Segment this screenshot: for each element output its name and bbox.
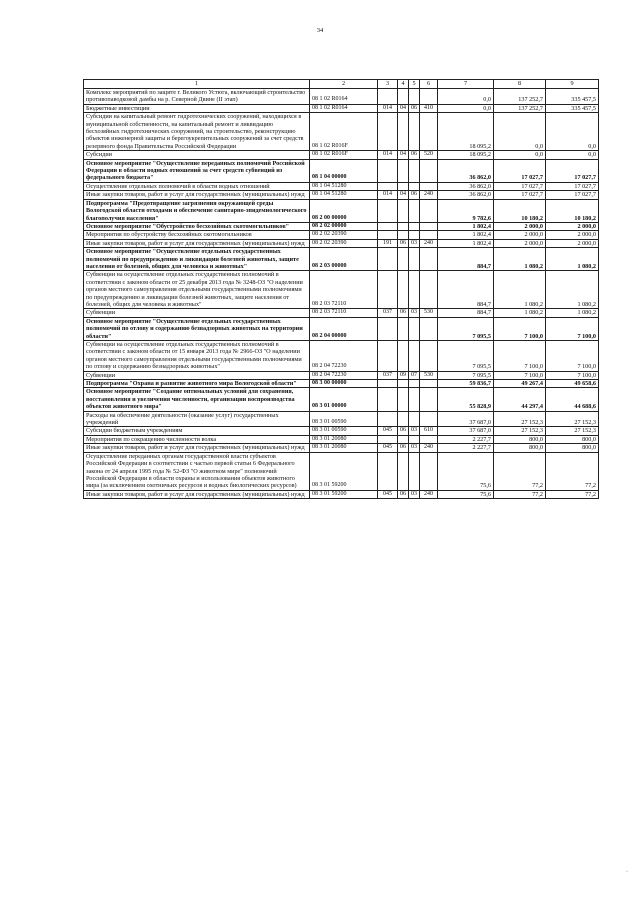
row-section: 04 [398,191,409,199]
table-row [84,199,599,222]
row-subsection [409,222,420,230]
edge-mark: · [626,869,628,875]
row-amount-col7: 37 687,0 [438,411,494,427]
row-subsection: 06 [409,191,420,199]
row-amount-col9: 49 658,6 [546,380,599,388]
row-code: 08 2 04 72230 [310,371,378,379]
table-row [84,113,599,151]
row-amount-col8: 44 297,4 [494,388,546,411]
table-header-row [84,80,599,89]
row-amount-col7: 75,6 [438,490,494,498]
row-amount-col9: 17 027,7 [546,159,599,182]
table-row [84,182,599,190]
row-amount-col7: 2 227,7 [438,435,494,443]
row-amount-col8: 1 080,2 [494,309,546,317]
table-row [84,191,599,199]
row-expense-type [420,113,438,151]
row-amount-col7: 18 095,2 [438,113,494,151]
row-code: 08 1 02 R0164 [310,89,378,105]
row-subsection: 07 [409,371,420,379]
row-expense-type: 240 [420,490,438,498]
row-amount-col7: 36 862,0 [438,182,494,190]
table-row [84,444,599,452]
table-row [84,380,599,388]
row-name: Субвенции [84,371,310,379]
row-section [398,182,409,190]
row-section [398,317,409,340]
row-amount-col8: 137 252,7 [494,104,546,112]
row-amount-col8: 0,0 [494,151,546,159]
row-name: Иные закупки товаров, работ и услуг для государственных (муниципальных) нужд [84,239,310,247]
row-grbs: 014 [378,104,398,112]
header-col-9: 9 [546,80,599,89]
row-subsection: 06 [409,104,420,112]
row-section [398,89,409,105]
row-grbs [378,89,398,105]
row-amount-col9: 7 100,0 [546,371,599,379]
row-expense-type [420,380,438,388]
row-amount-col9: 0,0 [546,113,599,151]
row-amount-col9: 2 000,0 [546,222,599,230]
row-amount-col8: 27 152,3 [494,427,546,435]
row-grbs [378,388,398,411]
row-code: 08 3 00 00000 [310,380,378,388]
row-expense-type [420,89,438,105]
table-row [84,388,599,411]
row-code: 08 2 02 20390 [310,239,378,247]
row-grbs [378,271,398,309]
row-amount-col9: 7 100,0 [546,317,599,340]
row-grbs: 045 [378,427,398,435]
row-expense-type: 520 [420,151,438,159]
row-subsection: 03 [409,309,420,317]
row-code: 08 2 02 20390 [310,231,378,239]
row-subsection [409,159,420,182]
row-amount-col7: 36 862,0 [438,191,494,199]
row-code: 08 3 01 00000 [310,388,378,411]
row-amount-col8: 10 180,2 [494,199,546,222]
row-subsection [409,388,420,411]
row-subsection: 03 [409,239,420,247]
table-row [84,427,599,435]
row-expense-type: 610 [420,427,438,435]
row-amount-col9: 2 000,0 [546,239,599,247]
row-amount-col7: 36 862,0 [438,159,494,182]
table-row [84,151,599,159]
row-grbs [378,248,398,271]
row-grbs [378,222,398,230]
row-amount-col7: 884,7 [438,271,494,309]
row-expense-type [420,271,438,309]
row-amount-col7: 1 802,4 [438,222,494,230]
row-subsection [409,182,420,190]
row-subsection: 06 [409,151,420,159]
row-amount-col8: 77,2 [494,490,546,498]
row-expense-type: 410 [420,104,438,112]
header-col-2: 2 [310,80,378,89]
row-subsection [409,452,420,490]
row-amount-col7: 2 227,7 [438,444,494,452]
table-row [84,231,599,239]
row-section [398,435,409,443]
row-expense-type [420,411,438,427]
row-name: Субвенции на осуществление отдельных государственных полномочий в соответствии с законом области от 15 января 2013 года № 2966-ОЗ "О наделении органов местного самоуправления отдельными государственными полномочиями по отлову и содержанию безнадзорных животных" [84,341,310,372]
row-grbs [378,182,398,190]
row-code: 08 2 03 72110 [310,309,378,317]
row-grbs: 045 [378,490,398,498]
table-row [84,490,599,498]
row-code: 08 1 04 51280 [310,191,378,199]
row-grbs: 045 [378,444,398,452]
row-grbs [378,380,398,388]
row-name: Основное мероприятие "Осуществление переданных полномочий Российской Федерации в области водных отношений за счет средств субвенций из федерального бюджета" [84,159,310,182]
row-name: Основное мероприятие "Осуществление отдельных государственных полномочий по отлову и содержанию безнадзорных животных на территории области" [84,317,310,340]
row-amount-col9: 10 180,2 [546,199,599,222]
row-section [398,222,409,230]
table-row [84,317,599,340]
row-name: Мероприятия по сокращению численности волка [84,435,310,443]
row-amount-col7: 18 095,2 [438,151,494,159]
row-grbs: 037 [378,371,398,379]
row-expense-type [420,317,438,340]
row-name: Осуществление отдельных полномочий в области водных отношений [84,182,310,190]
row-code: 08 2 00 00000 [310,199,378,222]
row-section: 06 [398,490,409,498]
row-amount-col7: 75,6 [438,452,494,490]
row-section [398,388,409,411]
row-amount-col9: 27 152,3 [546,427,599,435]
row-amount-col8: 17 027,7 [494,159,546,182]
row-amount-col9: 335 457,5 [546,89,599,105]
row-amount-col8: 2 000,0 [494,231,546,239]
row-name: Субсидии на капитальный ремонт гидротехнических сооружений, находящихся в муниципальной собственности, на капитальный ремонт и ликвидацию бесхозяйных гидротехнических сооружений, на строительство, реконструкцию объектов инженерной защиты и берегоукрепительных сооружений за счет средств резервного фонда Правительства Российской Федерации [84,113,310,151]
header-col-5: 5 [409,80,420,89]
row-amount-col8: 27 152,3 [494,411,546,427]
row-expense-type [420,341,438,372]
row-subsection [409,317,420,340]
row-amount-col7: 1 802,4 [438,239,494,247]
row-amount-col9: 77,2 [546,452,599,490]
row-amount-col9: 800,0 [546,435,599,443]
row-expense-type [420,435,438,443]
table-row [84,341,599,372]
row-subsection [409,199,420,222]
row-amount-col7: 7 095,5 [438,341,494,372]
row-name: Основное мероприятие "Обустройство бесхозяйных скотомогильников" [84,222,310,230]
row-expense-type: 530 [420,309,438,317]
row-amount-col9: 7 100,0 [546,341,599,372]
row-code: 08 2 04 00000 [310,317,378,340]
table-row [84,248,599,271]
row-subsection [409,411,420,427]
row-subsection [409,435,420,443]
row-amount-col9: 17 027,7 [546,182,599,190]
row-amount-col9: 1 080,2 [546,309,599,317]
row-grbs: 037 [378,309,398,317]
row-amount-col9: 44 688,6 [546,388,599,411]
row-grbs [378,113,398,151]
row-expense-type [420,199,438,222]
row-amount-col8: 7 100,0 [494,317,546,340]
row-amount-col7: 0,0 [438,89,494,105]
row-name: Осуществление переданных органам государственной власти субъектов Российской Федерации в соответствии с частью первой статьи 6 Федерального закона от 24 апреля 1995 года № 52-ФЗ "О животном мире" полномочий Российской Федерации в области охраны и использования объектов животного мира (за исключением охотничьих ресурсов и водных биологических ресурсов) [84,452,310,490]
row-amount-col9: 1 080,2 [546,248,599,271]
row-section [398,199,409,222]
row-subsection [409,271,420,309]
row-amount-col8: 7 100,0 [494,341,546,372]
row-code: 08 1 04 51280 [310,182,378,190]
row-section [398,341,409,372]
row-section: 09 [398,371,409,379]
row-amount-col9: 1 080,2 [546,271,599,309]
row-amount-col8: 1 080,2 [494,248,546,271]
row-amount-col9: 800,0 [546,444,599,452]
row-amount-col9: 0,0 [546,151,599,159]
table-row [84,309,599,317]
row-amount-col7: 9 782,6 [438,199,494,222]
header-col-7: 7 [438,80,494,89]
row-section [398,113,409,151]
header-col-3: 3 [378,80,398,89]
header-col-4: 4 [398,80,409,89]
row-amount-col8: 49 267,4 [494,380,546,388]
row-code: 08 2 02 00000 [310,222,378,230]
row-section [398,271,409,309]
row-name: Расходы на обеспечение деятельности (оказание услуг) государственных учреждений [84,411,310,427]
row-grbs [378,435,398,443]
row-code: 08 1 02 R016F [310,113,378,151]
row-amount-col7: 59 836,7 [438,380,494,388]
row-section: 04 [398,151,409,159]
row-amount-col7: 7 095,5 [438,371,494,379]
table-row [84,89,599,105]
row-amount-col9: 27 152,3 [546,411,599,427]
row-expense-type [420,159,438,182]
row-code: 08 1 02 R0164 [310,104,378,112]
row-name: Субсидии [84,151,310,159]
row-section [398,159,409,182]
row-expense-type: 240 [420,239,438,247]
row-code: 08 3 01 00590 [310,427,378,435]
row-subsection [409,248,420,271]
row-amount-col9: 2 000,0 [546,231,599,239]
row-name: Основное мероприятие "Осуществление отдельных государственных полномочий по предупреждению и ликвидации болезней животных, защите населения от болезней, общих для человека и животных" [84,248,310,271]
row-amount-col7: 1 802,4 [438,231,494,239]
row-grbs [378,452,398,490]
row-code: 08 3 01 59200 [310,452,378,490]
row-section: 06 [398,444,409,452]
row-subsection [409,341,420,372]
row-amount-col8: 77,2 [494,452,546,490]
row-amount-col9: 17 027,7 [546,191,599,199]
row-amount-col7: 884,7 [438,248,494,271]
row-code: 08 3 01 20080 [310,444,378,452]
row-expense-type: 240 [420,191,438,199]
row-code: 08 3 01 59200 [310,490,378,498]
table-row [84,159,599,182]
row-code: 08 1 04 00000 [310,159,378,182]
row-name: Субвенции [84,309,310,317]
row-subsection [409,89,420,105]
row-subsection: 03 [409,444,420,452]
row-subsection [409,231,420,239]
row-grbs [378,199,398,222]
row-name: Подпрограмма "Охрана и развитие животного мира Вологодской области" [84,380,310,388]
row-subsection: 03 [409,490,420,498]
row-amount-col7: 37 687,0 [438,427,494,435]
row-amount-col8: 2 000,0 [494,222,546,230]
table-row [84,271,599,309]
row-expense-type [420,248,438,271]
row-name: Бюджетные инвестиции [84,104,310,112]
row-name: Мероприятия по обустройству бесхозяйных скотомогильников [84,231,310,239]
row-grbs: 014 [378,151,398,159]
row-name: Субсидии бюджетным учреждениям [84,427,310,435]
row-expense-type [420,231,438,239]
row-code: 08 2 03 00000 [310,248,378,271]
table-row [84,371,599,379]
row-code: 08 3 01 20080 [310,435,378,443]
row-amount-col7: 0,0 [438,104,494,112]
row-grbs [378,317,398,340]
row-amount-col8: 800,0 [494,444,546,452]
row-subsection [409,113,420,151]
row-amount-col8: 1 080,2 [494,271,546,309]
row-amount-col7: 884,7 [438,309,494,317]
row-amount-col8: 17 027,7 [494,182,546,190]
row-grbs: 191 [378,239,398,247]
row-grbs [378,341,398,372]
row-amount-col8: 137 252,7 [494,89,546,105]
budget-table [83,79,599,499]
header-col-8: 8 [494,80,546,89]
row-name: Субвенции на осуществление отдельных государственных полномочий в соответствии с законом области от 25 декабря 2013 года № 3248-ОЗ "О наделении органов местного самоуправления отдельными государственными полномочиями по предупреждению и ликвидации болезней животных, защите населения от болезней, общих для человека и животных" [84,271,310,309]
table-row [84,435,599,443]
row-amount-col7: 7 095,5 [438,317,494,340]
row-section: 06 [398,309,409,317]
row-expense-type [420,182,438,190]
row-grbs [378,231,398,239]
row-grbs [378,411,398,427]
row-expense-type [420,388,438,411]
row-grbs: 014 [378,191,398,199]
header-col-1: 1 [84,80,310,89]
row-name: Иные закупки товаров, работ и услуг для государственных (муниципальных) нужд [84,444,310,452]
row-section [398,452,409,490]
row-amount-col8: 17 027,7 [494,191,546,199]
row-code: 08 2 04 72230 [310,341,378,372]
page-number: 34 [316,27,324,34]
row-amount-col9: 77,2 [546,490,599,498]
row-code: 08 1 02 R016F [310,151,378,159]
row-expense-type: 530 [420,371,438,379]
table-row [84,452,599,490]
row-name: Подпрограмма "Предотвращение загрязнения окружающей среды Вологодской области отходами и обеспечение санитарно-эпидемиологического благополучия населения" [84,199,310,222]
row-section [398,380,409,388]
row-name: Основное мероприятие "Создание оптимальных условий для сохранения, восстановления и увеличения численности, организации воспроизводства объектов животного мира" [84,388,310,411]
row-amount-col9: 335 457,5 [546,104,599,112]
table-row [84,104,599,112]
row-section: 06 [398,239,409,247]
row-section [398,411,409,427]
row-name: Иные закупки товаров, работ и услуг для государственных (муниципальных) нужд [84,191,310,199]
row-amount-col8: 2 000,0 [494,239,546,247]
row-subsection [409,380,420,388]
row-amount-col8: 0,0 [494,113,546,151]
row-name: Иные закупки товаров, работ и услуг для государственных (муниципальных) нужд [84,490,310,498]
row-expense-type [420,452,438,490]
row-grbs [378,159,398,182]
row-code: 08 2 03 72110 [310,271,378,309]
table-row [84,239,599,247]
row-amount-col8: 7 100,0 [494,371,546,379]
row-expense-type [420,222,438,230]
row-subsection: 03 [409,427,420,435]
row-section [398,248,409,271]
row-amount-col7: 55 828,9 [438,388,494,411]
row-name: Комплекс мероприятий по защите г. Великого Устюга, включающий строительство противопаводковой дамбы на р. Северной Двине (II этап) [84,89,310,105]
row-section [398,231,409,239]
row-expense-type: 240 [420,444,438,452]
header-col-6: 6 [420,80,438,89]
row-section: 04 [398,104,409,112]
table-row [84,411,599,427]
row-code: 08 3 01 00590 [310,411,378,427]
row-amount-col8: 800,0 [494,435,546,443]
table-row [84,222,599,230]
row-section: 06 [398,427,409,435]
